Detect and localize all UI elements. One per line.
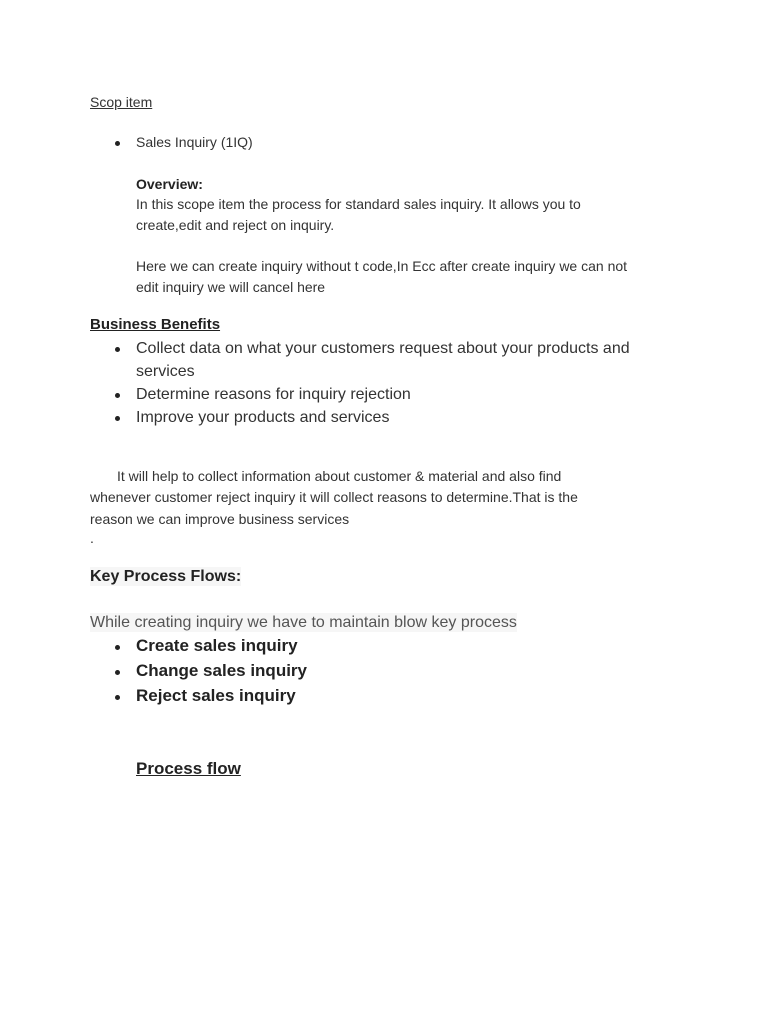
overview-heading: Overview: [136,176,203,192]
scope-item: Sales Inquiry (1IQ) [136,134,253,150]
bullet-icon [115,141,120,146]
benefit-item: Improve your products and services [136,409,390,426]
paragraph-line: whenever customer reject inquiry it will collect reasons to determine.That is the [90,489,578,505]
paragraph-line: . [90,530,94,546]
bullet-icon [115,416,120,421]
key-process-heading: Key Process Flows: [90,568,242,585]
scope-heading: Scop item [90,94,153,110]
benefit-item: Determine reasons for inquiry rejection [136,386,411,403]
key-process-item: Change sales inquiry [136,661,307,680]
process-flow-heading: Process flow [136,759,241,778]
bullet-icon [115,670,120,675]
paragraph-line: It will help to collect information about customer & material and also find [117,468,562,484]
bullet-icon [115,393,120,398]
bullet-icon [115,645,120,650]
bullet-icon [115,347,120,352]
overview-line: create,edit and reject on inquiry. [136,217,335,233]
business-benefits-heading: Business Benefits [90,316,221,333]
key-process-item: Create sales inquiry [136,636,298,655]
key-process-intro: While creating inquiry we have to maintain blow key process [90,614,517,631]
bullet-icon [115,695,120,700]
benefit-item-continued: services [136,363,195,380]
key-process-item: Reject sales inquiry [136,686,296,705]
overview-line: Here we can create inquiry without t code,In Ecc after create inquiry we can not [136,258,628,274]
paragraph-line: reason we can improve business services [90,511,350,527]
overview-line: In this scope item the process for standard sales inquiry. It allows you to [136,196,581,212]
overview-line: edit inquiry we will cancel here [136,279,326,295]
benefit-item: Collect data on what your customers request about your products and [136,340,630,357]
